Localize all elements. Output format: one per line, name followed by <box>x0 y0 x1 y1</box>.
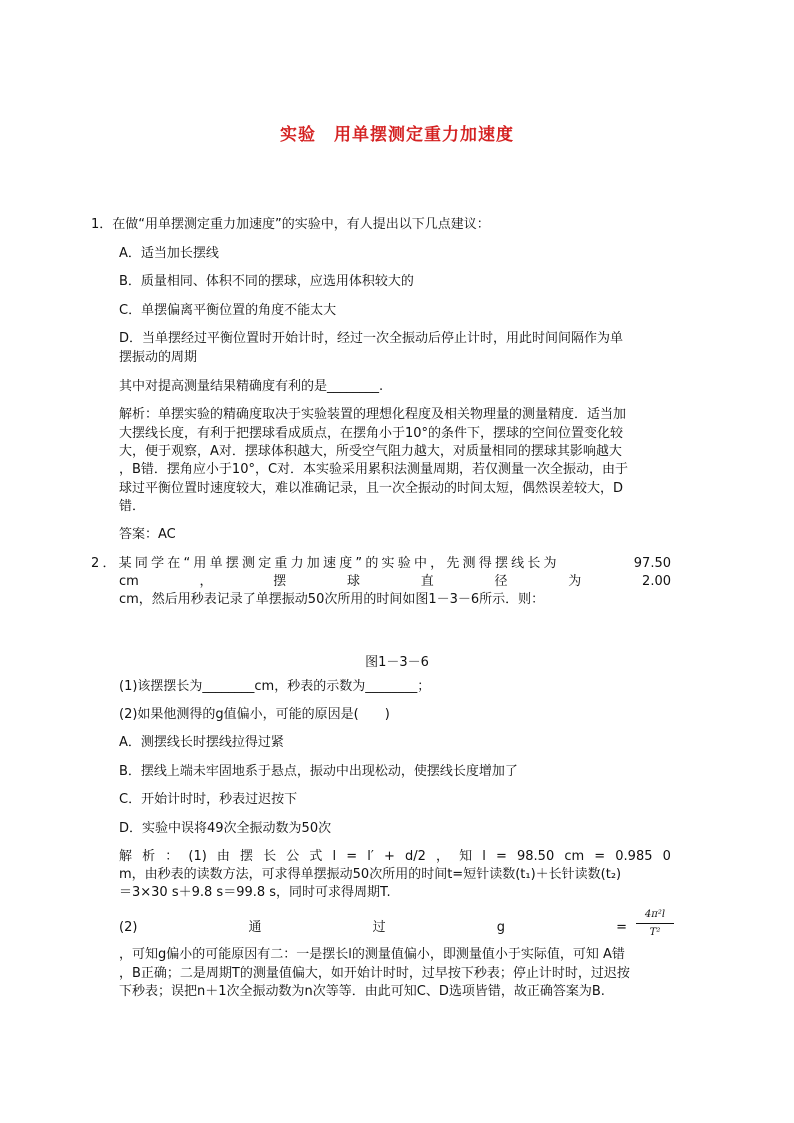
q2-stem-word: ， <box>199 574 213 589</box>
gravity-formula <box>636 908 674 939</box>
analysis-token: ： <box>165 849 179 864</box>
analysis-token: = <box>346 849 358 864</box>
formula-token: 通 <box>248 920 262 935</box>
q2-stem-word: 径 <box>494 574 508 589</box>
q2-analysis-tail: ，可知g偏小的可能原因有二：一是摆长l的测量值偏小，即测量值小于实际值，可知 A错 <box>119 947 625 962</box>
analysis-token: 98.50 <box>517 849 555 864</box>
q2-stem-word: 直 <box>420 574 434 589</box>
q1-analysis-line: 大摆线长度，有利于把摆球看成质点，在摆角小于10°的条件下，摆球的空间位置变化较 <box>119 426 624 441</box>
analysis-token: 解 <box>119 849 133 864</box>
q1-stem: 1．在做“用单摆测定重力加速度”的实验中，有人提出以下几点建议： <box>91 217 490 232</box>
q2-analysis-tail: ，B正确；二是周期T的测量值偏大，如开始计时时，过早按下秒表；停止计时时，过迟按 <box>119 966 630 981</box>
formula-token: = <box>616 920 627 935</box>
q1-option-b: B．质量相同、体积不同的摆球，应选用体积较大的 <box>119 274 414 289</box>
analysis-token: = <box>495 849 507 864</box>
analysis-token: 0 <box>662 849 671 864</box>
analysis-token: 由 <box>216 849 230 864</box>
q1-analysis-line: 错． <box>119 499 146 514</box>
formula-token: (2) <box>119 920 138 935</box>
analysis-token: cm <box>564 849 585 864</box>
q2-analysis-tail: 下秒表；误把n＋1次全振动数为n次等等．由此可知C、D选项皆错，故正确答案为B. <box>119 984 605 999</box>
figure-caption: 图1－3－6 <box>365 655 429 670</box>
q2-option-d: D．实验中误将49次全振动数为50次 <box>119 821 332 836</box>
analysis-token: 长 <box>263 849 277 864</box>
q2-stem-text: 2．某同学在“用单摆测定重力加速度”的实验中，先测得摆线长为 <box>91 556 560 571</box>
analysis-token: l <box>482 849 486 864</box>
formula-denominator: T² <box>649 927 661 938</box>
q1-prompt: 其中对提高测量结果精确度有利的是________. <box>119 379 384 394</box>
q2-stem-word: cm <box>119 574 139 589</box>
q2-option-a: A．测摆线长时摆线拉得过紧 <box>119 735 284 750</box>
q2-stem-word: 摆 <box>273 574 287 589</box>
analysis-token: 式 <box>309 849 323 864</box>
q2-stem-word: 2.00 <box>642 574 671 589</box>
analysis-token: = <box>594 849 606 864</box>
formula-numerator: 4π²l <box>636 908 674 924</box>
analysis-token: + <box>383 849 395 864</box>
analysis-token: l <box>332 849 337 864</box>
q1-analysis-line: 解析：单摆实验的精确度取决于实验装置的理想化程度及相关物理量的测量精度．适当加 <box>119 407 627 422</box>
q2-formula-row <box>119 920 627 936</box>
q1-option-d: D．当单摆经过平衡位置时开始计时，经过一次全振动后停止计时，用此时间间隔作为单 <box>119 331 624 346</box>
q1-analysis-line: 球过平衡位置时速度较大，难以准确记录，且一次全振动的时间太短，偶然误差较大，D <box>119 481 624 496</box>
q2-stem-line1 <box>91 556 671 572</box>
q1-option-d-cont: 摆振动的周期 <box>119 350 198 365</box>
q1-answer: 答案：AC <box>119 527 176 542</box>
q2-option-c: C．开始计时时，秒表过迟按下 <box>119 792 298 807</box>
q2-analysis-line1 <box>119 849 671 865</box>
q2-stem-value: 97.50 <box>633 556 671 571</box>
q1-analysis-line: ，B错．摆角应小于10°，C对．本实验采用累积法测量周期，若仅测量一次全振动，由于 <box>119 462 629 477</box>
analysis-token: 摆 <box>240 849 254 864</box>
analysis-token: 析 <box>142 849 156 864</box>
analysis-token: 知 <box>459 849 473 864</box>
analysis-token: d/2 <box>404 849 426 864</box>
q2-stem-word: 球 <box>347 574 361 589</box>
q2-analysis-line: ＝3×30 s＋9.8 s＝99.8 s，同时可求得周期T. <box>119 885 391 900</box>
q2-sub1: (1)该摆摆长为________cm，秒表的示数为________； <box>119 679 431 694</box>
q1-option-a: A．适当加长摆线 <box>119 246 219 261</box>
analysis-token: ， <box>436 849 450 864</box>
q1-analysis-line: 大，便于观察，A对．摆球体积越大，所受空气阻力越大，对质量相同的摆球其影响越大 <box>119 444 622 459</box>
q2-stem-line2 <box>119 574 671 590</box>
q2-stem-word: 为 <box>568 574 582 589</box>
analysis-token: 0.985 <box>615 849 653 864</box>
analysis-token: 公 <box>286 849 300 864</box>
analysis-token: (1) <box>188 849 207 864</box>
q2-option-b: B．摆线上端未牢固地系于悬点，振动中出现松动，使摆线长度增加了 <box>119 764 518 779</box>
formula-token: g <box>496 920 505 935</box>
q2-sub2: (2)如果他测得的g值偏小，可能的原因是( ) <box>119 707 390 722</box>
formula-token: 过 <box>372 920 386 935</box>
q2-stem-line3: cm，然后用秒表记录了单摆振动50次所用的时间如图1－3－6所示．则： <box>119 592 545 607</box>
q2-analysis-line: m，由秒表的读数方法，可求得单摆振动50次所用的时间t=短针读数(t₁)＋长针读数(t₂) <box>119 867 622 882</box>
page-title: 实验 用单摆测定重力加速度 <box>280 125 514 145</box>
analysis-token: l′ <box>367 849 374 864</box>
q1-option-c: C．单摆偏离平衡位置的角度不能太大 <box>119 303 337 318</box>
